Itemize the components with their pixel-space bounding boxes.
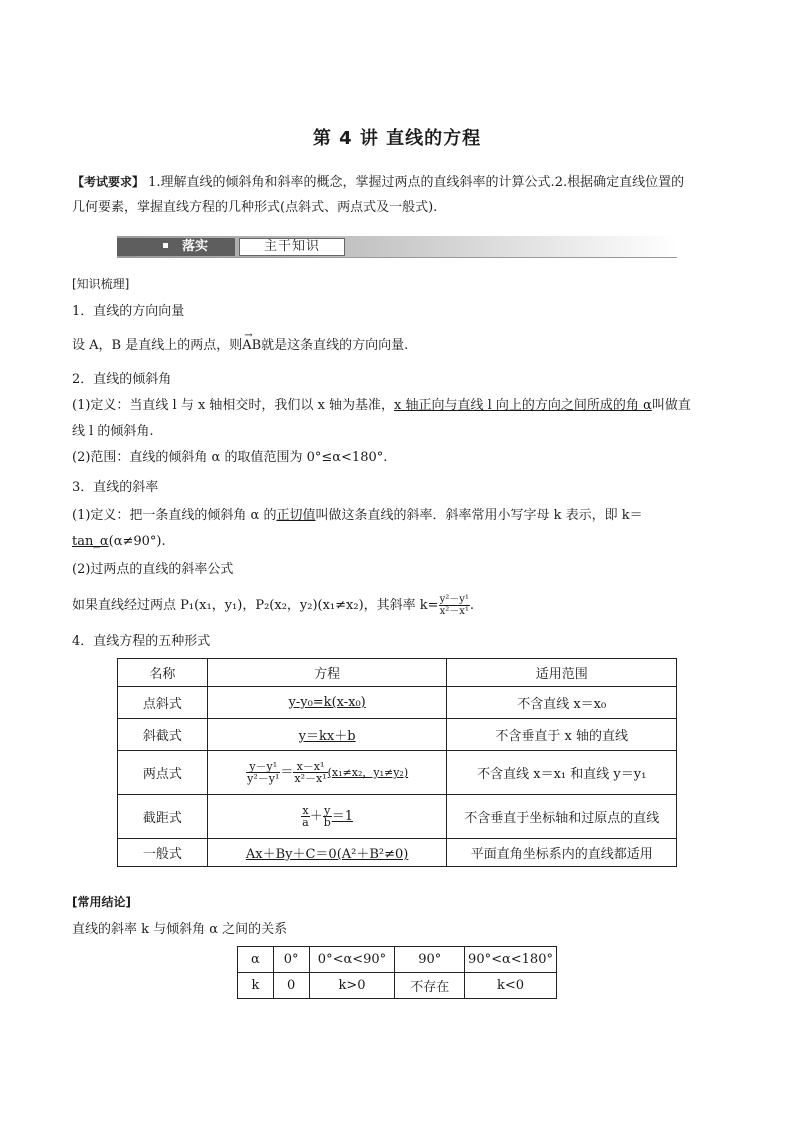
equals-sign: ＝ xyxy=(280,765,294,780)
fraction-numerator: x xyxy=(302,804,309,817)
section-3-heading: 3．直线的斜率 xyxy=(72,480,159,495)
square-bullet-icon xyxy=(163,243,168,248)
two-point-condition: (x₁≠x₂，y₁≠y₂) xyxy=(327,766,409,779)
fraction-numerator: y xyxy=(324,804,331,817)
slope-denominator: x²－x¹ xyxy=(439,606,469,617)
form-name: 点斜式 xyxy=(118,687,208,719)
fraction-denominator: b xyxy=(323,816,331,829)
section-2-definition-line-2: 线 l 的倾斜角. xyxy=(72,424,154,439)
section-1-heading: 1．直线的方向向量 xyxy=(72,304,185,319)
fraction-denominator: a xyxy=(302,816,309,829)
slope-numerator: y²－y¹ xyxy=(439,594,469,605)
intercept-tail: ＝1 xyxy=(331,809,354,824)
table-cell: 0 xyxy=(273,973,309,999)
section-3-def-b: 叫做这条直线的斜率．斜率常用小写字母 k 表示，即 k＝ xyxy=(315,508,643,523)
form-scope: 不含垂直于 x 轴的直线 xyxy=(447,719,677,751)
form-scope: 不含直线 x＝x₀ xyxy=(447,687,677,719)
table-row xyxy=(118,751,677,795)
two-point-left-fraction xyxy=(246,761,280,784)
section-2-def-a: (1)定义：当直线 l 与 x 轴相交时，我们以 x 轴为基准， xyxy=(72,398,395,413)
section-4-heading: 4．直线方程的五种形式 xyxy=(72,634,211,649)
table-cell: 不存在 xyxy=(395,973,465,999)
form-scope: 不含垂直于坐标轴和过原点的直线 xyxy=(447,795,677,839)
section-2-range: (2)范围：直线的倾斜角 α 的取值范围为 0°≤α<180°. xyxy=(72,450,388,465)
section-3-definition-line-1 xyxy=(72,506,643,526)
section-3-formula-heading: (2)过两点的直线的斜率公式 xyxy=(72,562,234,577)
form-equation-text: y-y₀=k(x-x₀) xyxy=(288,695,366,710)
section-2-heading: 2．直线的倾斜角 xyxy=(72,372,172,387)
section-banner xyxy=(117,236,677,258)
banner-dark-text: 落实 xyxy=(182,239,209,254)
form-equation xyxy=(207,839,447,867)
table-cell: α xyxy=(238,947,274,973)
form-equation xyxy=(207,795,447,839)
section-3-def-tan: tan_α xyxy=(72,534,109,549)
form-scope: 不含直线 x＝x₁ 和直线 y＝y₁ xyxy=(447,751,677,795)
fraction-numerator: y－y¹ xyxy=(246,761,280,773)
table-row xyxy=(118,687,677,719)
section-3-def-underlined: 正切值 xyxy=(276,508,316,523)
table-header-cell: 方程 xyxy=(207,659,447,687)
form-equation xyxy=(207,751,447,795)
banner-rule xyxy=(117,257,677,258)
table-cell: 90°<α<180° xyxy=(465,947,557,973)
table-cell: k>0 xyxy=(309,973,395,999)
slope-formula-end: . xyxy=(469,598,475,613)
section-3-def-a: (1)定义：把一条直线的倾斜角 α 的 xyxy=(72,508,277,523)
table-cell: 0° xyxy=(273,947,309,973)
section-3-definition-line-2 xyxy=(72,532,166,552)
banner-light-label: 主干知识 xyxy=(239,238,345,256)
vector-ab: → AB xyxy=(242,336,261,356)
conclusion-text: 直线的斜率 k 与倾斜角 α 之间的关系 xyxy=(72,922,288,937)
table-cell: 90° xyxy=(395,947,465,973)
exam-requirement-line-2: 几何要素，掌握直线方程的几种形式(点斜式、两点式及一般式). xyxy=(72,200,438,215)
section-2-def-b: 叫做直 xyxy=(651,398,691,413)
exam-requirement-text-1: 1.理解直线的倾斜角和斜率的概念，掌握过两点的直线斜率的计算公式.2.根据确定直线位置的 xyxy=(148,175,685,190)
form-name: 两点式 xyxy=(118,751,208,795)
intercept-x-fraction xyxy=(301,805,310,828)
table-row xyxy=(238,973,557,999)
section-3-formula xyxy=(72,594,474,617)
slope-formula-text: 如果直线经过两点 P₁(x₁，y₁)，P₂(x₂，y₂)(x₁≠x₂)，其斜率 k= xyxy=(72,598,439,613)
form-scope: 平面直角坐标系内的直线都适用 xyxy=(447,839,677,867)
form-name: 截距式 xyxy=(118,795,208,839)
form-equation xyxy=(207,719,447,751)
table-row xyxy=(118,719,677,751)
section-1-text-after: 就是这条直线的方向向量. xyxy=(261,338,409,353)
exam-requirement-line-1 xyxy=(72,172,684,193)
section-2-def-underlined: x 轴正向与直线 l 向上的方向之间所成的角 α xyxy=(394,398,652,413)
fraction-denominator: y²－y¹ xyxy=(247,772,280,785)
section-3-def-cond: (α≠90°). xyxy=(108,534,166,549)
table-header-cell: 适用范围 xyxy=(447,659,677,687)
plus-sign: ＋ xyxy=(309,809,323,824)
slope-angle-table xyxy=(237,946,557,999)
table-cell: k<0 xyxy=(465,973,557,999)
table-cell: k xyxy=(238,973,274,999)
section-2-definition-line-1 xyxy=(72,396,691,416)
table-row xyxy=(118,795,677,839)
fraction-denominator: x²－x¹ xyxy=(294,772,327,785)
table-header-row xyxy=(118,659,677,687)
section-1-text xyxy=(72,336,408,356)
two-point-right-fraction xyxy=(293,761,327,784)
form-equation-text: Ax＋By＋C＝0(A²＋B²≠0) xyxy=(245,847,409,862)
page-title: 第 4 讲 直线的方程 xyxy=(312,128,482,149)
form-equation xyxy=(207,687,447,719)
form-name: 斜截式 xyxy=(118,719,208,751)
form-equation-text: y＝kx＋b xyxy=(298,729,356,744)
section-1-text-before: 设 A，B 是直线上的两点，则 xyxy=(72,338,243,353)
conclusion-heading: [常用结论] xyxy=(72,895,131,909)
table-row xyxy=(118,839,677,867)
line-equation-forms-table xyxy=(117,658,677,867)
table-row xyxy=(238,947,557,973)
exam-requirement-tag: 【考试要求】 xyxy=(72,175,145,189)
form-name: 一般式 xyxy=(118,839,208,867)
fraction-numerator: x－x¹ xyxy=(293,761,327,773)
intercept-y-fraction xyxy=(323,805,332,828)
banner-dark-label xyxy=(117,238,235,256)
table-header-cell: 名称 xyxy=(118,659,208,687)
knowledge-heading: [知识梳理] xyxy=(72,277,130,291)
slope-fraction xyxy=(439,594,470,617)
table-cell: 0°<α<90° xyxy=(309,947,395,973)
